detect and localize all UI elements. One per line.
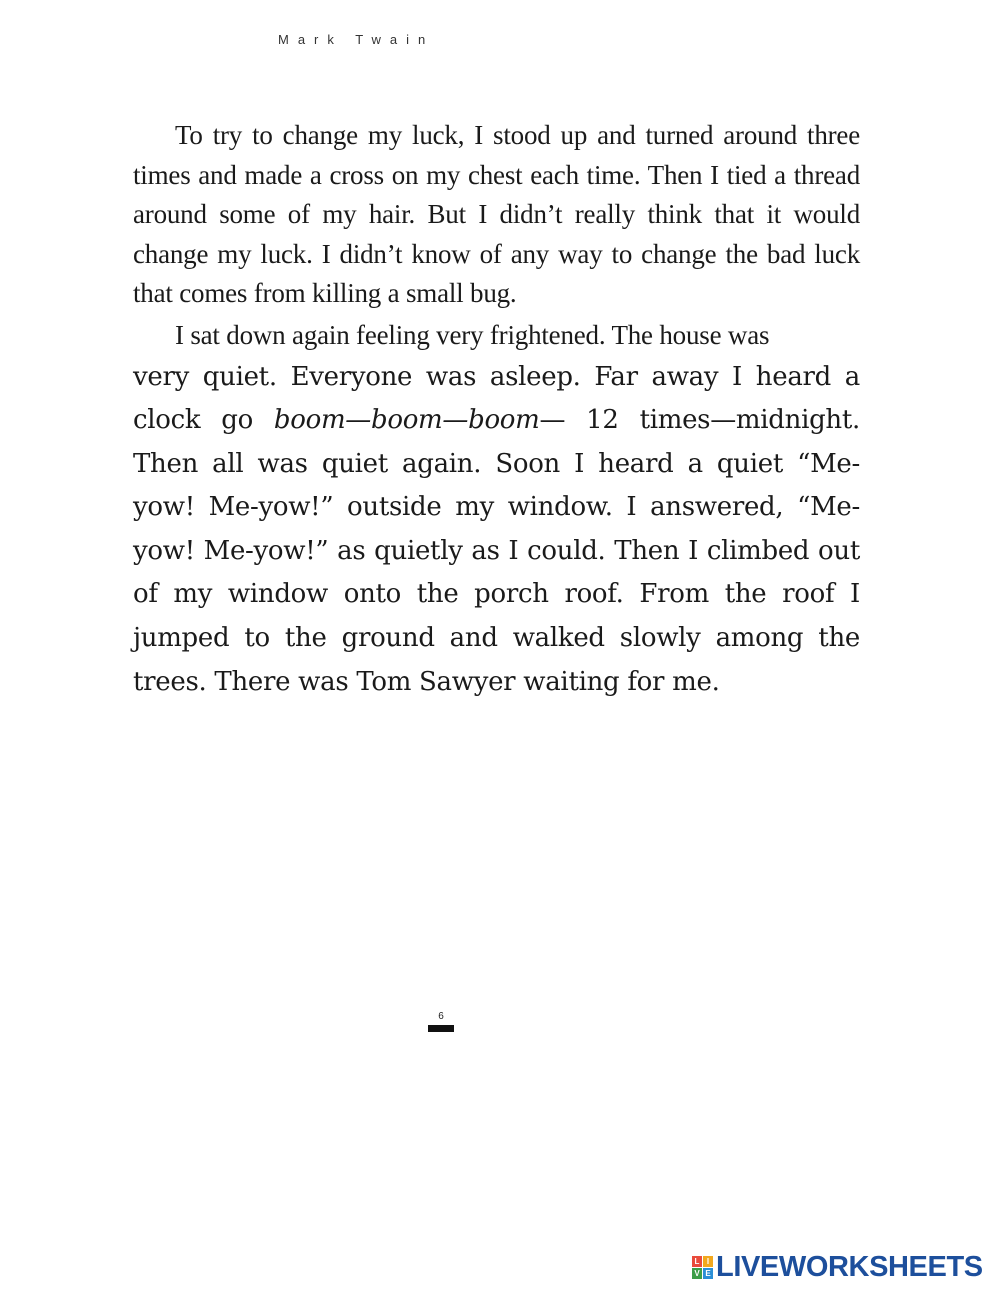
logo-cell-i: I	[703, 1256, 713, 1267]
paragraph-2-text-a: very quiet. Everyone was asleep. Far away I heard a clock go	[133, 361, 860, 436]
logo-cell-v: V	[692, 1268, 702, 1279]
logo-wordmark: LIVEWORKSHEETS	[716, 1251, 983, 1283]
page-number: 6	[438, 1011, 444, 1022]
paragraph-2-text-b: — 12 times—midnight. Then all was quiet again. Soon I heard a quiet “Me-yow! Me-yow!” outside my window. I answered, “Me-yow! Me-yow!” as quietly as I could. Then I climbed out of my window onto the porch roof. From the roof I jumped to the ground and walked slowly among the trees. There was Tom Sawyer waiting for me.	[133, 405, 860, 697]
logo-icon	[692, 1256, 713, 1279]
page-number-bar	[428, 1025, 454, 1032]
paragraph-2-continued	[133, 356, 860, 705]
body-text	[133, 116, 860, 704]
paragraph-1: To try to change my luck, I stood up and turned around three times and made a cross on my chest each time. Then I tied a thread around some of my hair. But I didn’t really think that it would change my luck. I didn’t know of any way to change the bad luck that comes from killing a small bug.	[133, 120, 860, 308]
logo-cell-e: E	[703, 1268, 713, 1279]
liveworksheets-logo[interactable]	[692, 1253, 983, 1282]
logo-cell-l: L	[692, 1256, 702, 1267]
paragraph-2-italic-sound: boom—boom—boom	[273, 405, 540, 436]
paragraph-2-first-line: I sat down again feeling very frightened. The house was	[175, 319, 770, 350]
running-header: Mark Twain	[278, 32, 435, 47]
